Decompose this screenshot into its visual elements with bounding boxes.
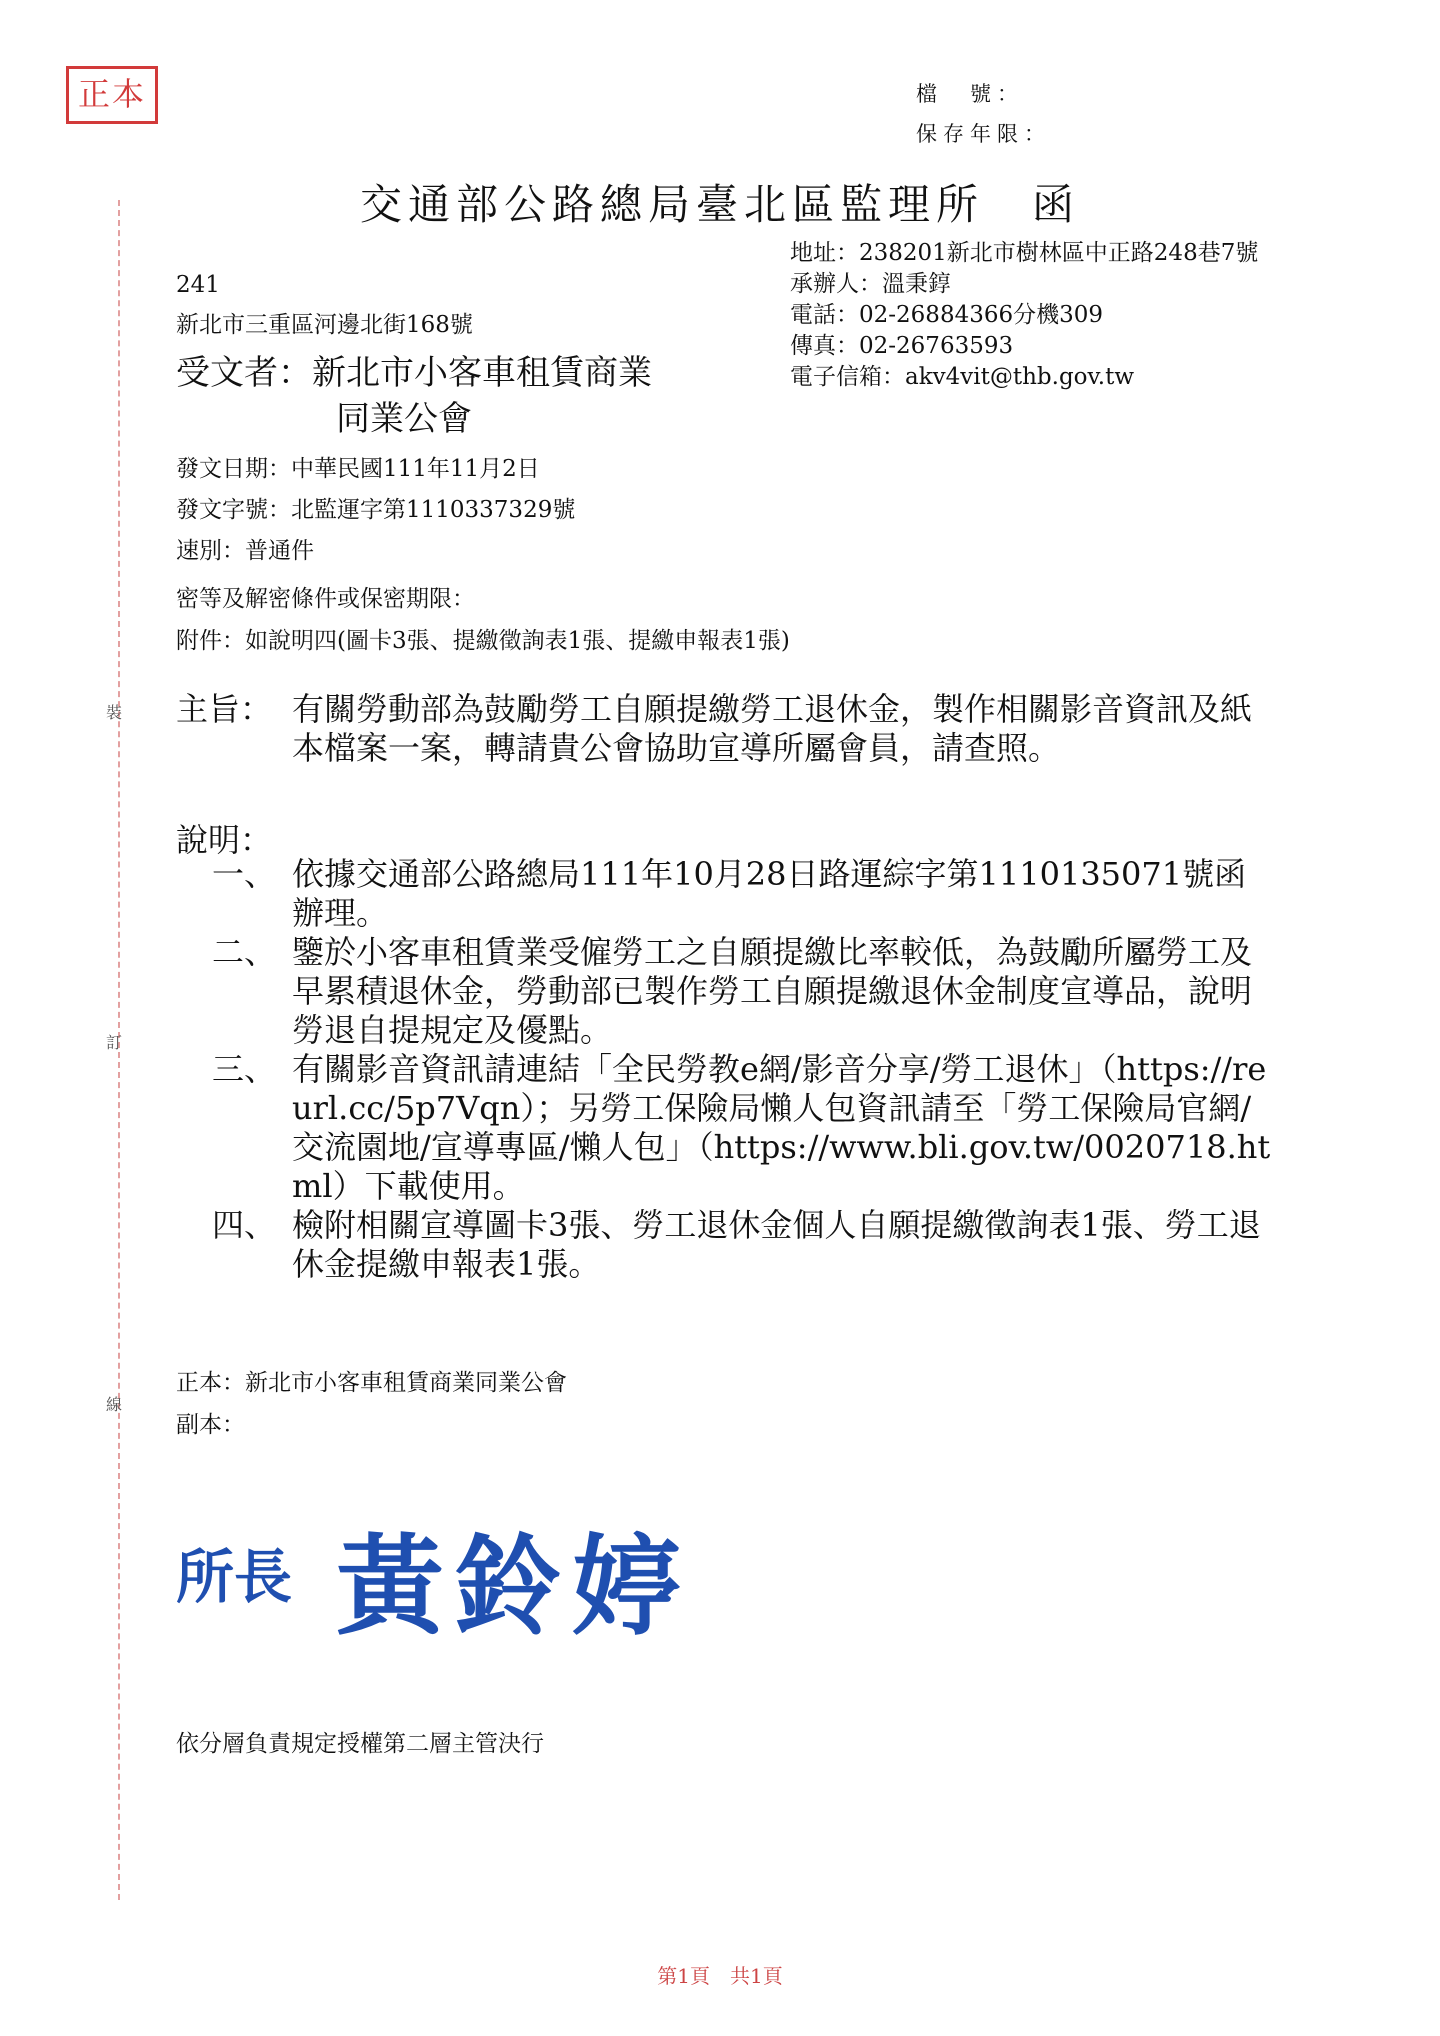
item-text: 鑒於小客車租賃業受僱勞工之自願提繳比率較低，為鼓勵所屬勞工及早累積退休金，勞動部已製作勞工自願提繳退休金制度宣導品，說明勞退自提規定及優點。 [292, 933, 1253, 1049]
binding-mark-ding: 訂 [106, 1033, 123, 1052]
subject-section [176, 690, 1266, 768]
sender-fax: 傳真：02-26763593 [790, 333, 1014, 359]
sender-contact-block [790, 238, 1258, 393]
page-number: 第1頁 共1頁 [657, 1964, 783, 1988]
retention-period-label: 保存年限： [916, 122, 1051, 146]
explanation-label: 說明： [176, 821, 273, 859]
subject-text: 有關勞動部為鼓勵勞工自願提繳勞工退休金，製作相關影音資訊及紙本檔案一案，轉請貴公會協助宣導所屬會員，請查照。 [292, 690, 1253, 767]
signature-role: 所長 [176, 1543, 293, 1611]
explanation-item [212, 855, 1272, 933]
receiver-line-1: 受文者：新北市小客車租賃商業 [176, 353, 652, 393]
binding-mark-xian: 線 [106, 1395, 123, 1414]
file-number-label: 檔 號： [916, 82, 1024, 106]
item-number: 三、 [212, 1050, 277, 1088]
binding-mark-zhuang: 裝 [106, 703, 123, 722]
subject-label: 主旨： [176, 690, 273, 728]
item-number: 四、 [212, 1206, 277, 1244]
carbon-copy: 副本： [176, 1412, 245, 1438]
receiver [176, 350, 652, 442]
item-number: 二、 [212, 933, 277, 971]
item-text: 有關影音資訊請連結「全民勞教e網/影音分享/勞工退休」（https://reurl.cc/5p7Vqn）；另勞工保險局懶人包資訊請至「勞工保險局官網/交流園地/宣導專區/懶人包」（https://www.bli.gov.tw/0020718.html）下載使用。 [292, 1050, 1271, 1205]
item-number: 一、 [212, 855, 277, 893]
sender-address: 地址：238201新北市樹林區中正路248巷7號 [790, 240, 1259, 266]
issue-date: 發文日期：中華民國111年11月2日 [176, 456, 540, 482]
sender-phone: 電話：02-26884366分機309 [790, 302, 1104, 328]
item-text: 檢附相關宣導圖卡3張、勞工退休金個人自願提繳徵詢表1張、勞工退休金提繳申報表1張。 [292, 1206, 1261, 1283]
signature-name: 黃鈴婷 [336, 1524, 691, 1650]
secrecy-level: 密等及解密條件或保密期限： [176, 586, 475, 612]
document-number: 發文字號：北監運字第1110337329號 [176, 497, 576, 523]
authorization-note: 依分層負責規定授權第二層主管決行 [176, 1731, 544, 1757]
recipient-postcode: 241 [176, 272, 220, 298]
speed-category: 速別：普通件 [176, 538, 314, 564]
document-title: 交通部公路總局臺北區監理所 函 [359, 180, 1080, 229]
recipient-address: 新北市三重區河邊北街168號 [176, 312, 473, 338]
receiver-line-2: 同業公會 [336, 399, 472, 439]
explanation-item [212, 933, 1272, 1050]
explanation-item [212, 1206, 1272, 1284]
item-text: 依據交通部公路總局111年10月28日路運綜字第1110135071號函辦理。 [292, 855, 1247, 932]
sender-email: 電子信箱：akv4vit@thb.gov.tw [790, 364, 1135, 390]
explanation-items [212, 855, 1272, 1284]
director-signature-stamp [176, 1490, 736, 1650]
attachment-line: 附件：如說明四(圖卡3張、提繳徵詢表1張、提繳申報表1張) [176, 628, 790, 654]
original-copy-stamp: 正本 [66, 66, 158, 124]
explanation-item [212, 1050, 1272, 1206]
original-recipient: 正本：新北市小客車租賃商業同業公會 [176, 1370, 567, 1396]
sender-handler: 承辦人：溫秉錞 [790, 271, 951, 297]
